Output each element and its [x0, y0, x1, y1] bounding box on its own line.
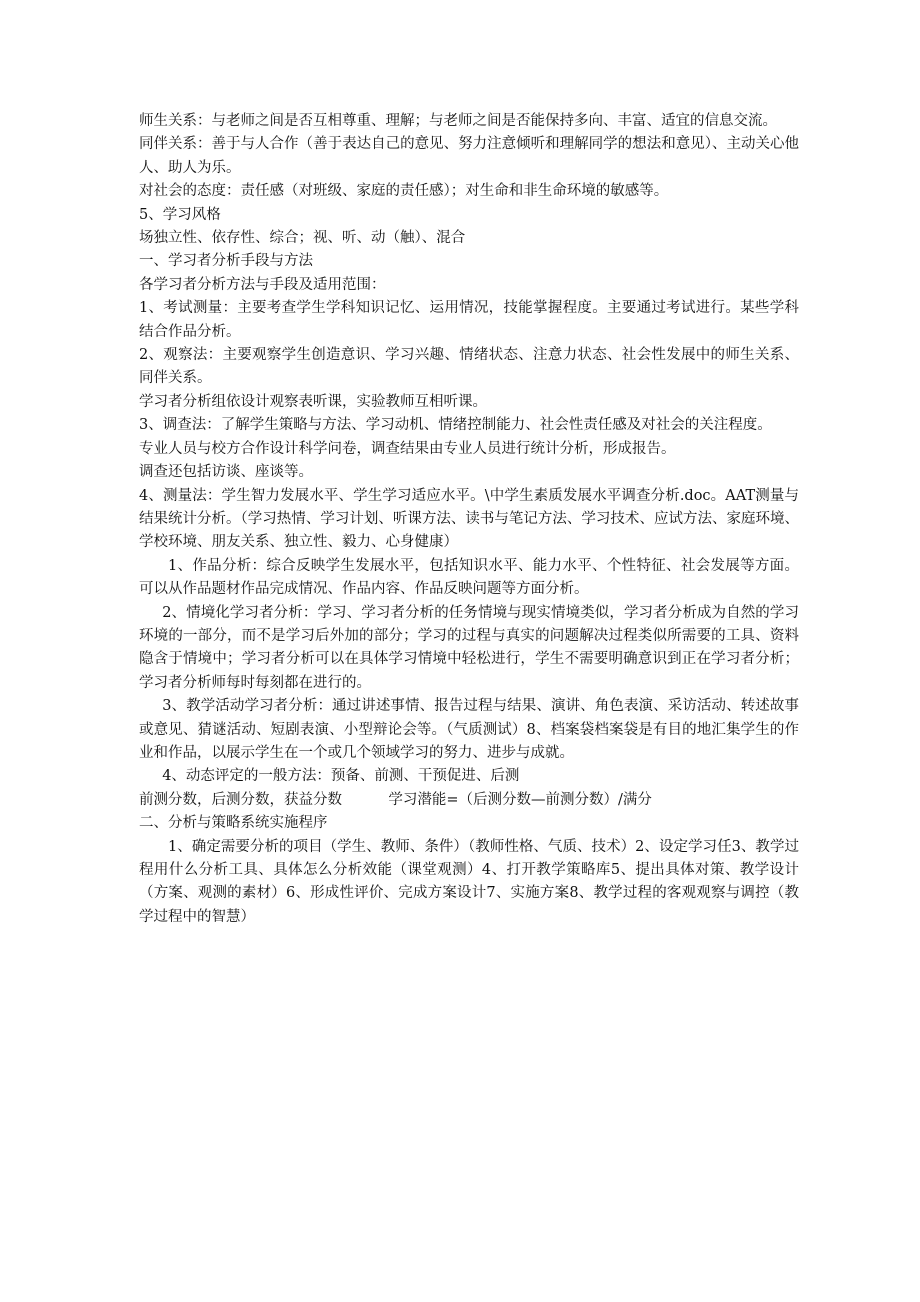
- learning-potential-formula: 学习潜能=（后测分数—前测分数）/满分: [388, 791, 652, 808]
- paragraph-work-analysis: 1、作品分析：综合反映学生发展水平，包括知识水平、能力水平、个性特征、社会发展等方面。可以从作品题材作品完成情况、作品内容、作品反映问题等方面分析。: [139, 557, 799, 598]
- paragraph-survey-note: 专业人员与校方合作设计科学问卷，调查结果由专业人员进行统计分析，形成报告。: [139, 440, 676, 457]
- heading-analysis-methods: 一、学习者分析手段与方法: [139, 253, 313, 270]
- paragraph-score-formula: [139, 789, 799, 812]
- document-body: [139, 110, 799, 929]
- paragraph-social-attitude: 对社会的态度：责任感（对班级、家庭的责任感）；对生命和非生命环境的敏感等。: [139, 183, 669, 200]
- paragraph-exam-measurement: 1、考试测量：主要考查学生学科知识记忆、运用情况，技能掌握程度。主要通过考试进行。某些学科结合作品分析。: [139, 300, 799, 340]
- paragraph-procedure-steps: 1、确定需要分析的项目（学生、教师、条件）（教师性格、气质、技术）2、设定学习任3、教学过程用什么分析工具、具体怎么分析效能（课堂观测）4、打开教学策略库5、提出具体对策、教学设计（方案、观测的素材）6、形成性评价、完成方案设计7、实施方案8、教学过程的客观观察与调控（教学过程中的智慧）: [139, 838, 799, 925]
- paragraph-observation-note: 学习者分析组依设计观察表听课，实验教师互相听课。: [139, 393, 487, 410]
- paragraph-peer-relation: 同伴关系：善于与人合作（善于表达自己的意见、努力注意倾听和理解同学的想法和意见）、主动关心他人、助人为乐。: [139, 136, 799, 176]
- paragraph-situated-analysis: 2、情境化学习者分析：学习、学习者分析的任务情境与现实情境类似，学习者分析成为自然的学习环境的一部分，而不是学习后外加的部分；学习的过程与真实的问题解决过程类似所需要的工具、资料隐含于情境中；学习者分析可以在具体学习情境中轻松进行，学生不需要明确意识到正在学习者分析；学习者分析师每时每刻都在进行的。: [139, 604, 799, 691]
- paragraph-teacher-student-relation: 师生关系：与老师之间是否互相尊重、理解；与老师之间是否能保持多向、丰富、适宜的信息交流。: [139, 113, 777, 129]
- score-terms: 前测分数，后测分数，获益分数: [139, 791, 342, 808]
- paragraph-measurement: 4、测量法：学生智力发展水平、学生学习适应水平。\中学生素质发展水平调查分析.doc。AAT测量与结果统计分析。（学习热情、学习计划、听课方法、读书与笔记方法、学习技术、应试方法、家庭环境、学校环境、朋友关系、独立性、毅力、心身健康）: [139, 487, 799, 551]
- heading-learning-style: 5、学习风格: [139, 206, 221, 223]
- paragraph-activity-analysis: 3、教学活动学习者分析：通过讲述事情、报告过程与结果、演讲、角色表演、采访活动、转述故事或意见、猜谜活动、短剧表演、小型辩论会等。（气质测试）8、档案袋档案袋是有目的地汇集学生的作业和作品，以展示学生在一个或几个领域学习的努力、进步与成就。: [139, 698, 799, 761]
- paragraph-survey-extra: 调查还包括访谈、座谈等。: [139, 464, 313, 481]
- heading-implementation-procedure: 二、分析与策略系统实施程序: [139, 815, 328, 832]
- paragraph-learning-style: 场独立性、依存性、综合；视、听、动（触）、混合: [139, 230, 466, 247]
- paragraph-methods-intro: 各学习者分析方法与手段及适用范围：: [139, 276, 386, 293]
- paragraph-observation: 2、观察法：主要观察学生创造意识、学习兴趣、情绪状态、注意力状态、社会性发展中的师生关系、同伴关系。: [139, 347, 799, 387]
- paragraph-survey: 3、调查法：了解学生策略与方法、学习动机、情绪控制能力、社会性责任感及对社会的关注程度。: [139, 417, 772, 434]
- paragraph-dynamic-assessment: 4、动态评定的一般方法：预备、前测、干预促进、后测: [162, 768, 520, 785]
